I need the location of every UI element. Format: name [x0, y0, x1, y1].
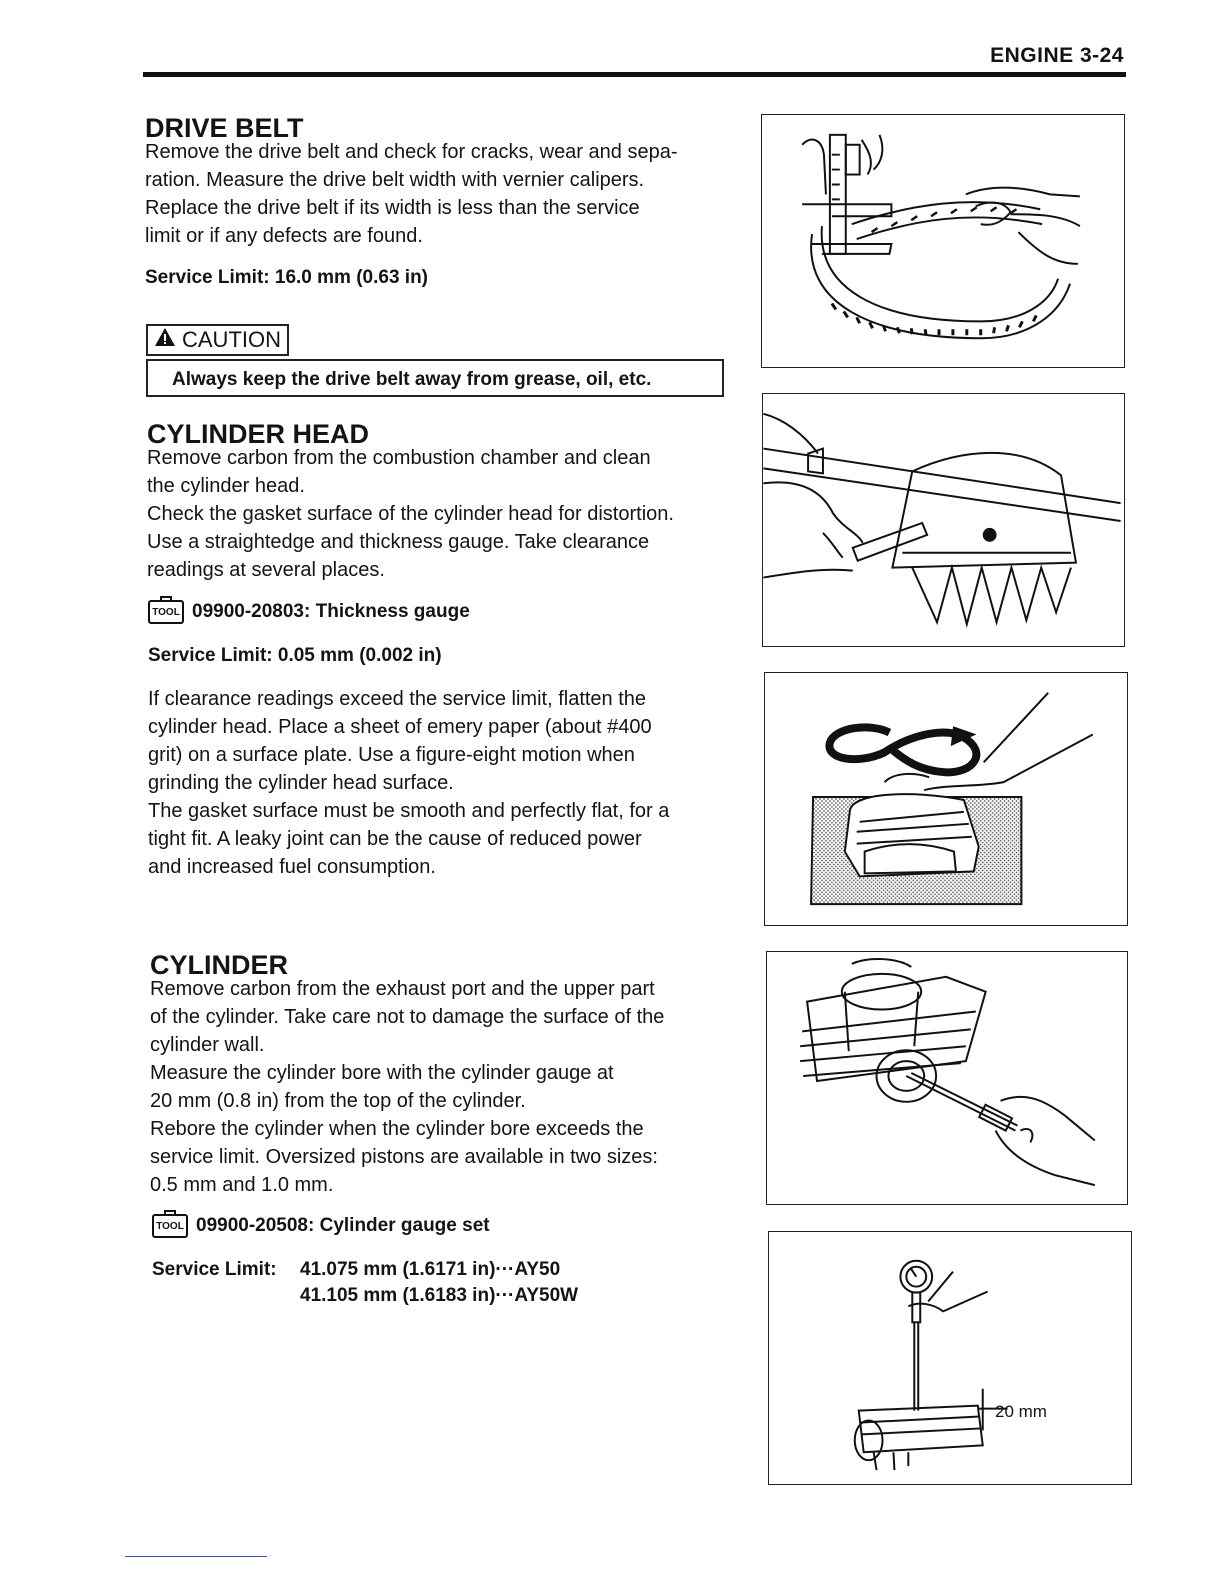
cylinder-head-line-12: and increased fuel consumption. [148, 856, 436, 878]
cylinder-limit-spacer [152, 1285, 300, 1307]
cylinder-head-line-5: readings at several places. [147, 559, 385, 581]
figure-dial-gauge-20mm [768, 1231, 1132, 1485]
warning-triangle-icon [154, 326, 176, 354]
caution-box: Always keep the drive belt away from grease, oil, etc. [146, 359, 724, 397]
cylinder-head-line-9: grinding the cylinder head surface. [148, 772, 454, 794]
thickness-gauge-tool [148, 600, 470, 624]
figure-cylinder-gauge [766, 951, 1128, 1205]
dial-gauge-illustration [769, 1232, 1131, 1484]
cylinder-head-line-8: grit) on a surface plate. Use a figure-eight motion when [148, 744, 635, 766]
cylinder-head-line-7: cylinder head. Place a sheet of emery paper (about #400 [148, 716, 652, 738]
cylinder-head-line-2: the cylinder head. [147, 475, 305, 497]
cylinder-line-1: Remove carbon from the exhaust port and the upper part [150, 978, 655, 1000]
cylinder-line-7: service limit. Oversized pistons are available in two sizes: [150, 1146, 658, 1168]
cylinder-head-line-10: The gasket surface must be smooth and perfectly flat, for a [148, 800, 670, 822]
drive-belt-line-1: Remove the drive belt and check for cracks, wear and sepa- [145, 141, 678, 163]
cylinder-head-line-3: Check the gasket surface of the cylinder head for distortion. [147, 503, 674, 525]
thickness-gauge-text: 09900-20803: Thickness gauge [192, 601, 470, 622]
figure-figure-eight-grinding [764, 672, 1128, 926]
header-rule [143, 72, 1126, 77]
drive-belt-caliper-illustration [762, 115, 1124, 367]
cylinder-head-line-11: tight fit. A leaky joint can be the cause of reduced power [148, 828, 642, 850]
drive-belt-title: DRIVE BELT [145, 113, 304, 143]
toolbox-icon: TOOL [152, 1214, 188, 1238]
cylinder-service-limit [152, 1259, 578, 1307]
cylinder-head-line-4: Use a straightedge and thickness gauge. Take clearance [147, 531, 650, 553]
fig5-dimension-label: 20 mm [995, 1402, 1047, 1421]
cylinder-gauge-tool [152, 1214, 490, 1238]
cylinder-gauge-text: 09900-20508: Cylinder gauge set [196, 1215, 490, 1236]
figure-straightedge-head [762, 393, 1125, 647]
caution-label-text: CAUTION [182, 327, 281, 352]
figure-eight-grinding-illustration [765, 673, 1127, 925]
cylinder-line-6: Rebore the cylinder when the cylinder bore exceeds the [150, 1118, 644, 1140]
figure-drive-belt-caliper [761, 114, 1125, 368]
cylinder-line-2: of the cylinder. Take care not to damage the surface of the [150, 1006, 665, 1028]
cylinder-line-4: Measure the cylinder bore with the cylinder gauge at [150, 1062, 614, 1084]
toolbox-icon: TOOL [148, 600, 184, 624]
cylinder-text [150, 975, 732, 1199]
caution-label [146, 324, 289, 356]
drive-belt-line-3: Replace the drive belt if its width is less than the service [145, 197, 640, 219]
drive-belt-line-4: limit or if any defects are found. [145, 225, 423, 247]
cylinder-limit-label: Service Limit: [152, 1259, 277, 1280]
drive-belt-text [145, 138, 727, 250]
cylinder-head-line-1: Remove carbon from the combustion chamber and clean [147, 447, 651, 469]
cylinder-line-3: cylinder wall. [150, 1034, 265, 1056]
drive-belt-line-2: ration. Measure the drive belt width with vernier calipers. [145, 169, 645, 191]
cylinder-limit-ay50w: 41.105 mm (1.6183 in)···AY50W [300, 1285, 579, 1306]
cylinder-head-service-limit: Service Limit: 0.05 mm (0.002 in) [148, 645, 442, 666]
cylinder-head-line-6: If clearance readings exceed the service limit, flatten the [148, 688, 647, 710]
cylinder-gauge-illustration [767, 952, 1127, 1204]
cylinder-head-text-2 [148, 685, 729, 881]
cylinder-limit-ay50: 41.075 mm (1.6171 in)···AY50 [300, 1259, 561, 1280]
cylinder-head-text [147, 444, 729, 584]
footer-line [125, 1556, 267, 1557]
cylinder-title: CYLINDER [150, 950, 289, 980]
straightedge-thickness-gauge-illustration [763, 394, 1124, 646]
cylinder-line-8: 0.5 mm and 1.0 mm. [150, 1174, 334, 1196]
cylinder-head-title: CYLINDER HEAD [147, 419, 370, 449]
drive-belt-service-limit: Service Limit: 16.0 mm (0.63 in) [145, 267, 429, 288]
cylinder-line-5: 20 mm (0.8 in) from the top of the cylinder. [150, 1090, 526, 1112]
page-header: ENGINE 3-24 [990, 44, 1124, 67]
